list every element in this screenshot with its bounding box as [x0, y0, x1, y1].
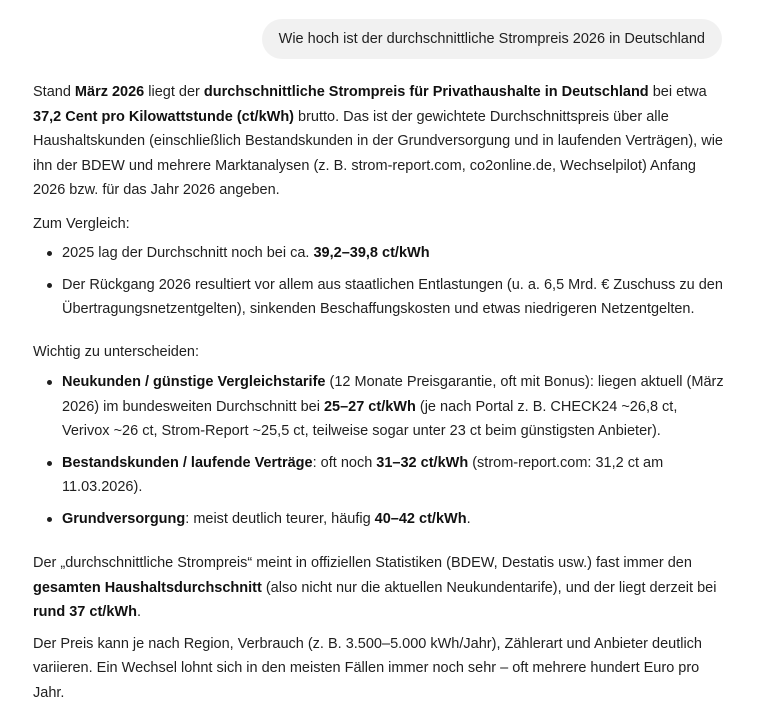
wichtig-list: [33, 370, 728, 531]
summary-paragraph: [33, 551, 728, 625]
wichtig-item-1-text: (12 Monate Preisgarantie, oft mit Bonus): liegen aktuell (März 2026) im bundesweiten Durchschnitt bei: [62, 374, 724, 415]
vergleich-item-1-text: 2025 lag der Durchschnitt noch bei ca.: [62, 245, 314, 261]
vergleich-item-1-bold: 39,2–39,8 ct/kWh: [313, 245, 430, 261]
intro-bold-date: März 2026: [74, 84, 145, 100]
intro-text-1: Stand: [33, 84, 75, 100]
intro-bold-price: 37,2 Cent pro Kilowattstunde (ct/kWh): [33, 108, 295, 125]
summary-bold-2: rund 37 ct/kWh: [33, 604, 137, 620]
wichtig-item-1-bold: Neukunden / günstige Vergleichstarife: [62, 374, 326, 390]
wichtig-heading: Wichtig zu unterscheiden:: [33, 343, 200, 360]
list-item: [33, 241, 728, 266]
user-message-bubble: [262, 19, 722, 59]
vergleich-item-2-text: Der Rückgang 2026 resultiert vor allem aus staatlichen Entlastungen (u. a. 6,5 Mrd. € Zuschuss zu den Übertragungsnetzentgelten), sinkenden Beschaffungskosten und etwas niedrigeren Netzentgelten.: [62, 276, 723, 317]
summary-bold-1: gesamten Haushaltsdurchschnitt: [33, 579, 262, 596]
wichtig-item-3-bold: Grundversorgung: [62, 510, 186, 527]
summary-text-1: Der „durchschnittliche Strompreis“ meint in offiziellen Statistiken (BDEW, Destatis usw.) fast immer den: [33, 555, 692, 571]
wichtig-item-3-text: : meist deutlich teurer, häufig: [185, 510, 375, 527]
wichtig-item-3-bold-price: 40–42 ct/kWh: [374, 510, 467, 527]
wichtig-item-1-bold-price: 25–27 ct/kWh: [323, 398, 416, 415]
wichtig-item-2-text: : oft noch: [312, 454, 377, 471]
closing-paragraph: Der Preis kann je nach Region, Verbrauch (z. B. 3.500–5.000 kWh/Jahr), Zählerart und Anbieter deutlich variieren. Ein Wechsel lohnt sich in den meisten Fällen immer noch sehr – oft mehrere hundert Euro pro Jahr.: [33, 635, 702, 701]
wichtig-item-1-text-2: (je nach Portal z. B. CHECK24 ~26,8 ct, Verivox ~26 ct, Strom-Report ~25,5 ct, teilweise sogar unter 23 ct beim günstigsten Anbieter).: [62, 398, 678, 439]
wichtig-item-2-bold-price: 31–32 ct/kWh: [376, 454, 469, 471]
answer-intro-paragraph: [33, 80, 728, 203]
list-item: [33, 507, 728, 532]
vergleich-heading: Zum Vergleich:: [33, 215, 130, 232]
intro-text-3: bei etwa: [648, 84, 707, 100]
vergleich-list: [33, 241, 728, 322]
summary-text-2: (also nicht nur die aktuellen Neukundentarife), und der liegt derzeit bei: [261, 579, 717, 596]
list-item: [33, 451, 728, 500]
user-message-text: Wie hoch ist der durchschnittliche Strompreis 2026 in Deutschland: [278, 31, 705, 47]
intro-bold-subject: durchschnittliche Strompreis für Privathaushalte in Deutschland: [203, 84, 649, 100]
summary-text-3: .: [136, 604, 141, 620]
list-item: [33, 273, 728, 322]
wichtig-item-2-bold: Bestandskunden / laufende Verträge: [62, 454, 313, 471]
list-item: [33, 370, 728, 444]
intro-text-2: liegt der: [144, 84, 204, 100]
wichtig-item-2-text-2: (strom-report.com: 31,2 ct am 11.03.2026).: [62, 454, 664, 495]
intro-text-4: brutto. Das ist der gewichtete Durchschnittspreis über alle Haushaltskunden (einschließlich Bestandskunden in der Grundversorgung und in laufenden Verträgen), wie ihn der BDEW und mehrere Marktanalysen (z. B. strom-report.com, co2online.de, Wechselpilot) Anfang 2026 bzw. für das Jahr 2026 angeben.: [33, 108, 723, 198]
assistant-answer: [33, 80, 728, 705]
wichtig-item-3-text-2: .: [466, 510, 471, 527]
